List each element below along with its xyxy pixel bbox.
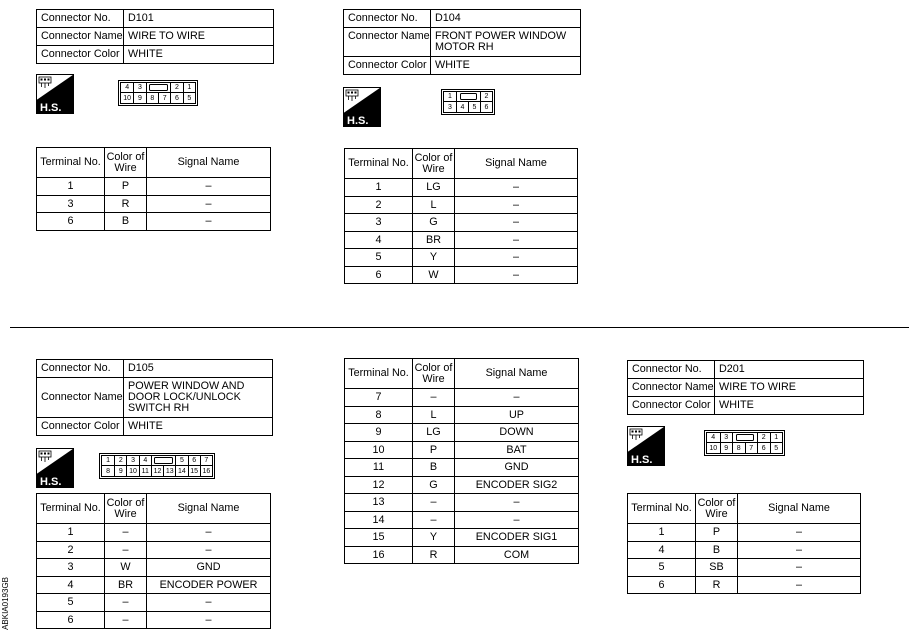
terminal-no-cell: 1 — [345, 179, 413, 197]
harness-side-label: H.S. — [40, 476, 62, 488]
cavity-number: 8 — [732, 443, 745, 453]
cavity-number: 3 — [448, 103, 452, 111]
terminal-no-cell: 6 — [37, 213, 105, 231]
signal-name-cell: – — [455, 266, 578, 284]
terminal-table — [36, 147, 271, 231]
connector-no-row — [628, 361, 864, 379]
wire-color-cell: BR — [413, 231, 455, 249]
terminal-row — [345, 179, 578, 197]
cavity-number: 9 — [133, 93, 145, 103]
connector-key-slot — [456, 92, 480, 102]
terminal-no-cell: 3 — [345, 214, 413, 232]
cavity-number: 1 — [102, 456, 114, 466]
cavity-number: 2 — [114, 456, 126, 466]
connector-key-slot — [146, 83, 171, 93]
terminal-no-cell: 1 — [37, 524, 105, 542]
terminal-row — [628, 524, 861, 542]
wire-color-cell: W — [105, 559, 147, 577]
cavity-number: 9 — [114, 466, 126, 476]
terminal-row — [345, 231, 578, 249]
connector-color-row — [37, 46, 274, 64]
connector-info-table — [36, 9, 274, 64]
connector-face-diagram — [99, 453, 215, 479]
cavity-number: 5 — [183, 93, 195, 103]
wire-color-cell: – — [105, 594, 147, 612]
signal-name-cell: – — [455, 196, 578, 214]
connector-color-value: WHITE — [715, 397, 864, 415]
wire-color-cell: – — [105, 541, 147, 559]
cavity-number: 8 — [106, 467, 111, 475]
connector-key-icon — [460, 93, 478, 99]
signal-name-cell: – — [738, 524, 861, 542]
connector-name-row — [37, 378, 273, 418]
signal-name-header: Signal Name — [455, 149, 578, 179]
terminal-row — [345, 424, 579, 442]
cavity-number: 12 — [151, 466, 163, 476]
connector-cavity-grid — [101, 455, 213, 477]
wire-color-header: Color of Wire — [696, 494, 738, 524]
terminal-no-cell: 11 — [345, 459, 413, 477]
section-divider — [10, 327, 909, 328]
terminal-no-cell: 10 — [345, 441, 413, 459]
terminal-table-header — [628, 494, 861, 524]
terminal-no-cell: 4 — [628, 541, 696, 559]
terminal-table-header — [37, 148, 271, 178]
wire-color-cell: P — [105, 178, 147, 196]
connector-name-row — [344, 28, 581, 57]
terminal-no-cell: 6 — [37, 611, 105, 629]
connector-no-label: Connector No. — [344, 10, 431, 28]
connector-face-diagram — [704, 430, 785, 456]
cavity-number: 6 — [480, 102, 492, 112]
terminal-no-cell: 8 — [345, 406, 413, 424]
wire-color-cell: R — [413, 546, 455, 564]
wire-color-header: Color of Wire — [413, 359, 455, 389]
connector-info-table — [343, 9, 581, 75]
terminal-table — [627, 493, 861, 594]
connector-color-label: Connector Color — [37, 46, 124, 64]
terminal-row — [345, 546, 579, 564]
wire-color-header: Color of Wire — [105, 494, 147, 524]
cavity-number: 10 — [123, 94, 132, 102]
signal-name-cell: ENCODER POWER — [147, 576, 271, 594]
terminal-no-header: Terminal No. — [628, 494, 696, 524]
terminal-table-continued — [344, 358, 579, 564]
connector-color-label: Connector Color — [37, 418, 124, 436]
terminal-no-header: Terminal No. — [345, 359, 413, 389]
wire-color-cell: B — [413, 459, 455, 477]
connector-name-row — [628, 379, 864, 397]
signal-name-cell: GND — [455, 459, 579, 477]
cavity-number: 6 — [757, 443, 770, 453]
connector-color-row — [344, 57, 581, 75]
signal-name-cell: – — [147, 594, 271, 612]
connector-name-label: Connector Name — [628, 379, 715, 397]
terminal-row — [345, 214, 578, 232]
terminal-no-header: Terminal No. — [37, 494, 105, 524]
connector-name-value: POWER WINDOW AND DOOR LOCK/UNLOCK SWITCH RH — [124, 378, 273, 418]
wire-color-cell: G — [413, 214, 455, 232]
terminal-row — [345, 266, 578, 284]
wire-color-cell: LG — [413, 179, 455, 197]
connector-no-label: Connector No. — [37, 10, 124, 28]
connector-no-value: D104 — [431, 10, 581, 28]
signal-name-cell: ENCODER SIG1 — [455, 529, 579, 547]
cavity-number: 4 — [707, 433, 720, 443]
terminal-row — [345, 249, 578, 267]
cavity-number: 16 — [200, 466, 212, 476]
cavity-number: 10 — [709, 444, 718, 452]
cavity-number: 4 — [139, 456, 151, 466]
terminal-no-cell: 5 — [37, 594, 105, 612]
signal-name-cell: – — [147, 524, 271, 542]
cavity-number: 15 — [188, 466, 200, 476]
terminal-no-cell: 2 — [37, 541, 105, 559]
terminal-no-cell: 6 — [345, 266, 413, 284]
terminal-no-cell: 1 — [37, 178, 105, 196]
wire-color-cell: L — [413, 406, 455, 424]
connector-color-value: WHITE — [124, 418, 273, 436]
terminal-row — [345, 511, 579, 529]
cavity-number: 5 — [770, 443, 783, 453]
cavity-number: 4 — [456, 102, 468, 112]
terminal-no-cell: 4 — [37, 576, 105, 594]
signal-name-cell: – — [738, 576, 861, 594]
signal-name-header: Signal Name — [147, 494, 271, 524]
connector-color-label: Connector Color — [344, 57, 431, 75]
wire-color-cell: – — [413, 511, 455, 529]
cavity-number: 2 — [480, 92, 492, 102]
cavity-number: 7 — [158, 93, 170, 103]
cavity-number: 5 — [175, 456, 187, 466]
terminal-table — [344, 148, 578, 284]
terminal-row — [345, 441, 579, 459]
wire-color-cell: SB — [696, 559, 738, 577]
cavity-number: 5 — [468, 102, 480, 112]
signal-name-cell: – — [455, 249, 578, 267]
connector-cavity-grid — [120, 82, 196, 104]
terminal-row — [37, 559, 271, 577]
connector-key-slot — [732, 433, 757, 443]
wire-color-cell: B — [105, 213, 147, 231]
terminal-row — [628, 541, 861, 559]
cavity-number: 6 — [188, 456, 200, 466]
signal-name-cell: – — [455, 389, 579, 407]
terminal-no-header: Terminal No. — [345, 149, 413, 179]
harness-side-label: H.S. — [631, 454, 653, 466]
harness-side-icon — [343, 87, 381, 127]
terminal-row — [37, 213, 271, 231]
terminal-no-cell: 5 — [345, 249, 413, 267]
connector-name-label: Connector Name — [37, 28, 124, 46]
signal-name-header: Signal Name — [147, 148, 271, 178]
connector-no-row — [37, 10, 274, 28]
wire-color-header: Color of Wire — [105, 148, 147, 178]
connector-no-row — [37, 360, 273, 378]
cavity-number: 1 — [770, 433, 783, 443]
signal-name-cell: – — [738, 559, 861, 577]
connector-name-value: FRONT POWER WINDOW MOTOR RH — [431, 28, 581, 57]
connector-name-value: WIRE TO WIRE — [715, 379, 864, 397]
terminal-row — [37, 594, 271, 612]
signal-name-cell: – — [455, 494, 579, 512]
connector-color-label: Connector Color — [628, 397, 715, 415]
terminal-no-header: Terminal No. — [37, 148, 105, 178]
connector-no-value: D101 — [124, 10, 274, 28]
signal-name-header: Signal Name — [738, 494, 861, 524]
wire-color-cell: LG — [413, 424, 455, 442]
cavity-number: 9 — [720, 443, 733, 453]
signal-name-cell: – — [147, 195, 271, 213]
terminal-row — [37, 611, 271, 629]
connector-info-table — [627, 360, 864, 415]
harness-side-label: H.S. — [40, 102, 62, 114]
terminal-row — [628, 576, 861, 594]
harness-side-icon — [627, 426, 665, 466]
wire-color-cell: R — [696, 576, 738, 594]
harness-side-icon — [36, 74, 74, 114]
terminal-row — [345, 406, 579, 424]
signal-name-cell: ENCODER SIG2 — [455, 476, 579, 494]
signal-name-header: Signal Name — [455, 359, 579, 389]
connector-key-icon — [736, 434, 755, 440]
cavity-number: 13 — [163, 466, 175, 476]
signal-name-cell: – — [455, 179, 578, 197]
wire-color-header: Color of Wire — [413, 149, 455, 179]
terminal-row — [37, 178, 271, 196]
terminal-no-cell: 3 — [37, 195, 105, 213]
wire-color-cell: P — [413, 441, 455, 459]
signal-name-cell: COM — [455, 546, 579, 564]
connector-color-row — [628, 397, 864, 415]
wire-color-cell: G — [413, 476, 455, 494]
connector-key-slot — [151, 456, 175, 466]
signal-name-cell: – — [455, 214, 578, 232]
terminal-row — [37, 195, 271, 213]
connector-name-row — [37, 28, 274, 46]
terminal-no-cell: 16 — [345, 546, 413, 564]
cavity-number: 6 — [170, 93, 182, 103]
wire-color-cell: W — [413, 266, 455, 284]
terminal-no-cell: 15 — [345, 529, 413, 547]
harness-side-label: H.S. — [347, 115, 369, 127]
terminal-no-cell: 14 — [345, 511, 413, 529]
terminal-no-cell: 2 — [345, 196, 413, 214]
figure-code: ABKIA0193GB — [1, 577, 10, 630]
connector-no-label: Connector No. — [37, 360, 124, 378]
wire-color-cell: Y — [413, 249, 455, 267]
terminal-no-cell: 4 — [345, 231, 413, 249]
terminal-table-header — [345, 359, 579, 389]
terminal-row — [345, 196, 578, 214]
terminal-no-cell: 6 — [628, 576, 696, 594]
cavity-number: 1 — [183, 83, 195, 93]
terminal-row — [37, 576, 271, 594]
connector-color-value: WHITE — [124, 46, 274, 64]
wire-color-cell: – — [105, 611, 147, 629]
wire-color-cell: R — [105, 195, 147, 213]
wire-color-cell: L — [413, 196, 455, 214]
terminal-row — [37, 524, 271, 542]
cavity-number: 2 — [170, 83, 182, 93]
cavity-number: 14 — [175, 466, 187, 476]
connector-color-row — [37, 418, 273, 436]
cavity-number: 3 — [133, 83, 145, 93]
terminal-table — [36, 493, 271, 629]
cavity-number: 3 — [126, 456, 138, 466]
terminal-row — [345, 529, 579, 547]
harness-side-icon — [36, 448, 74, 488]
signal-name-cell: UP — [455, 406, 579, 424]
wire-color-cell: – — [105, 524, 147, 542]
connector-color-value: WHITE — [431, 57, 581, 75]
terminal-table-header — [345, 149, 578, 179]
signal-name-cell: GND — [147, 559, 271, 577]
terminal-no-cell: 9 — [345, 424, 413, 442]
terminal-table-header — [37, 494, 271, 524]
terminal-row — [37, 541, 271, 559]
connector-key-icon — [154, 457, 172, 463]
cavity-number: 4 — [121, 83, 133, 93]
signal-name-cell: – — [455, 511, 579, 529]
connector-name-label: Connector Name — [344, 28, 431, 57]
cavity-number: 1 — [444, 92, 456, 102]
cavity-number: 8 — [146, 93, 158, 103]
signal-name-cell: – — [147, 213, 271, 231]
cavity-number: 11 — [139, 466, 151, 476]
signal-name-cell: BAT — [455, 441, 579, 459]
connector-face-diagram — [118, 80, 198, 106]
signal-name-cell: – — [455, 231, 578, 249]
signal-name-cell: – — [147, 178, 271, 196]
terminal-no-cell: 1 — [628, 524, 696, 542]
terminal-row — [345, 494, 579, 512]
connector-cavity-grid — [706, 432, 783, 454]
wire-color-cell: B — [696, 541, 738, 559]
terminal-row — [628, 559, 861, 577]
terminal-row — [345, 476, 579, 494]
signal-name-cell: – — [147, 541, 271, 559]
connector-no-value: D105 — [124, 360, 273, 378]
terminal-row — [345, 389, 579, 407]
cavity-number: 7 — [745, 443, 758, 453]
connector-no-label: Connector No. — [628, 361, 715, 379]
connector-info-table — [36, 359, 273, 436]
cavity-number: 3 — [720, 433, 733, 443]
terminal-no-cell: 13 — [345, 494, 413, 512]
wire-color-cell: – — [413, 494, 455, 512]
terminal-row — [345, 459, 579, 477]
connector-name-value: WIRE TO WIRE — [124, 28, 274, 46]
connector-cavity-grid — [443, 91, 493, 113]
terminal-no-cell: 5 — [628, 559, 696, 577]
signal-name-cell: DOWN — [455, 424, 579, 442]
connector-face-diagram — [441, 89, 495, 115]
wire-color-cell: BR — [105, 576, 147, 594]
connector-key-icon — [149, 84, 167, 90]
connector-no-row — [344, 10, 581, 28]
wire-color-cell: – — [413, 389, 455, 407]
signal-name-cell: – — [147, 611, 271, 629]
terminal-no-cell: 3 — [37, 559, 105, 577]
cavity-number: 7 — [200, 456, 212, 466]
cavity-number: 10 — [126, 466, 138, 476]
terminal-no-cell: 7 — [345, 389, 413, 407]
terminal-no-cell: 12 — [345, 476, 413, 494]
cavity-number: 2 — [757, 433, 770, 443]
wire-color-cell: Y — [413, 529, 455, 547]
connector-no-value: D201 — [715, 361, 864, 379]
signal-name-cell: – — [738, 541, 861, 559]
connector-name-label: Connector Name — [37, 378, 124, 418]
wire-color-cell: P — [696, 524, 738, 542]
